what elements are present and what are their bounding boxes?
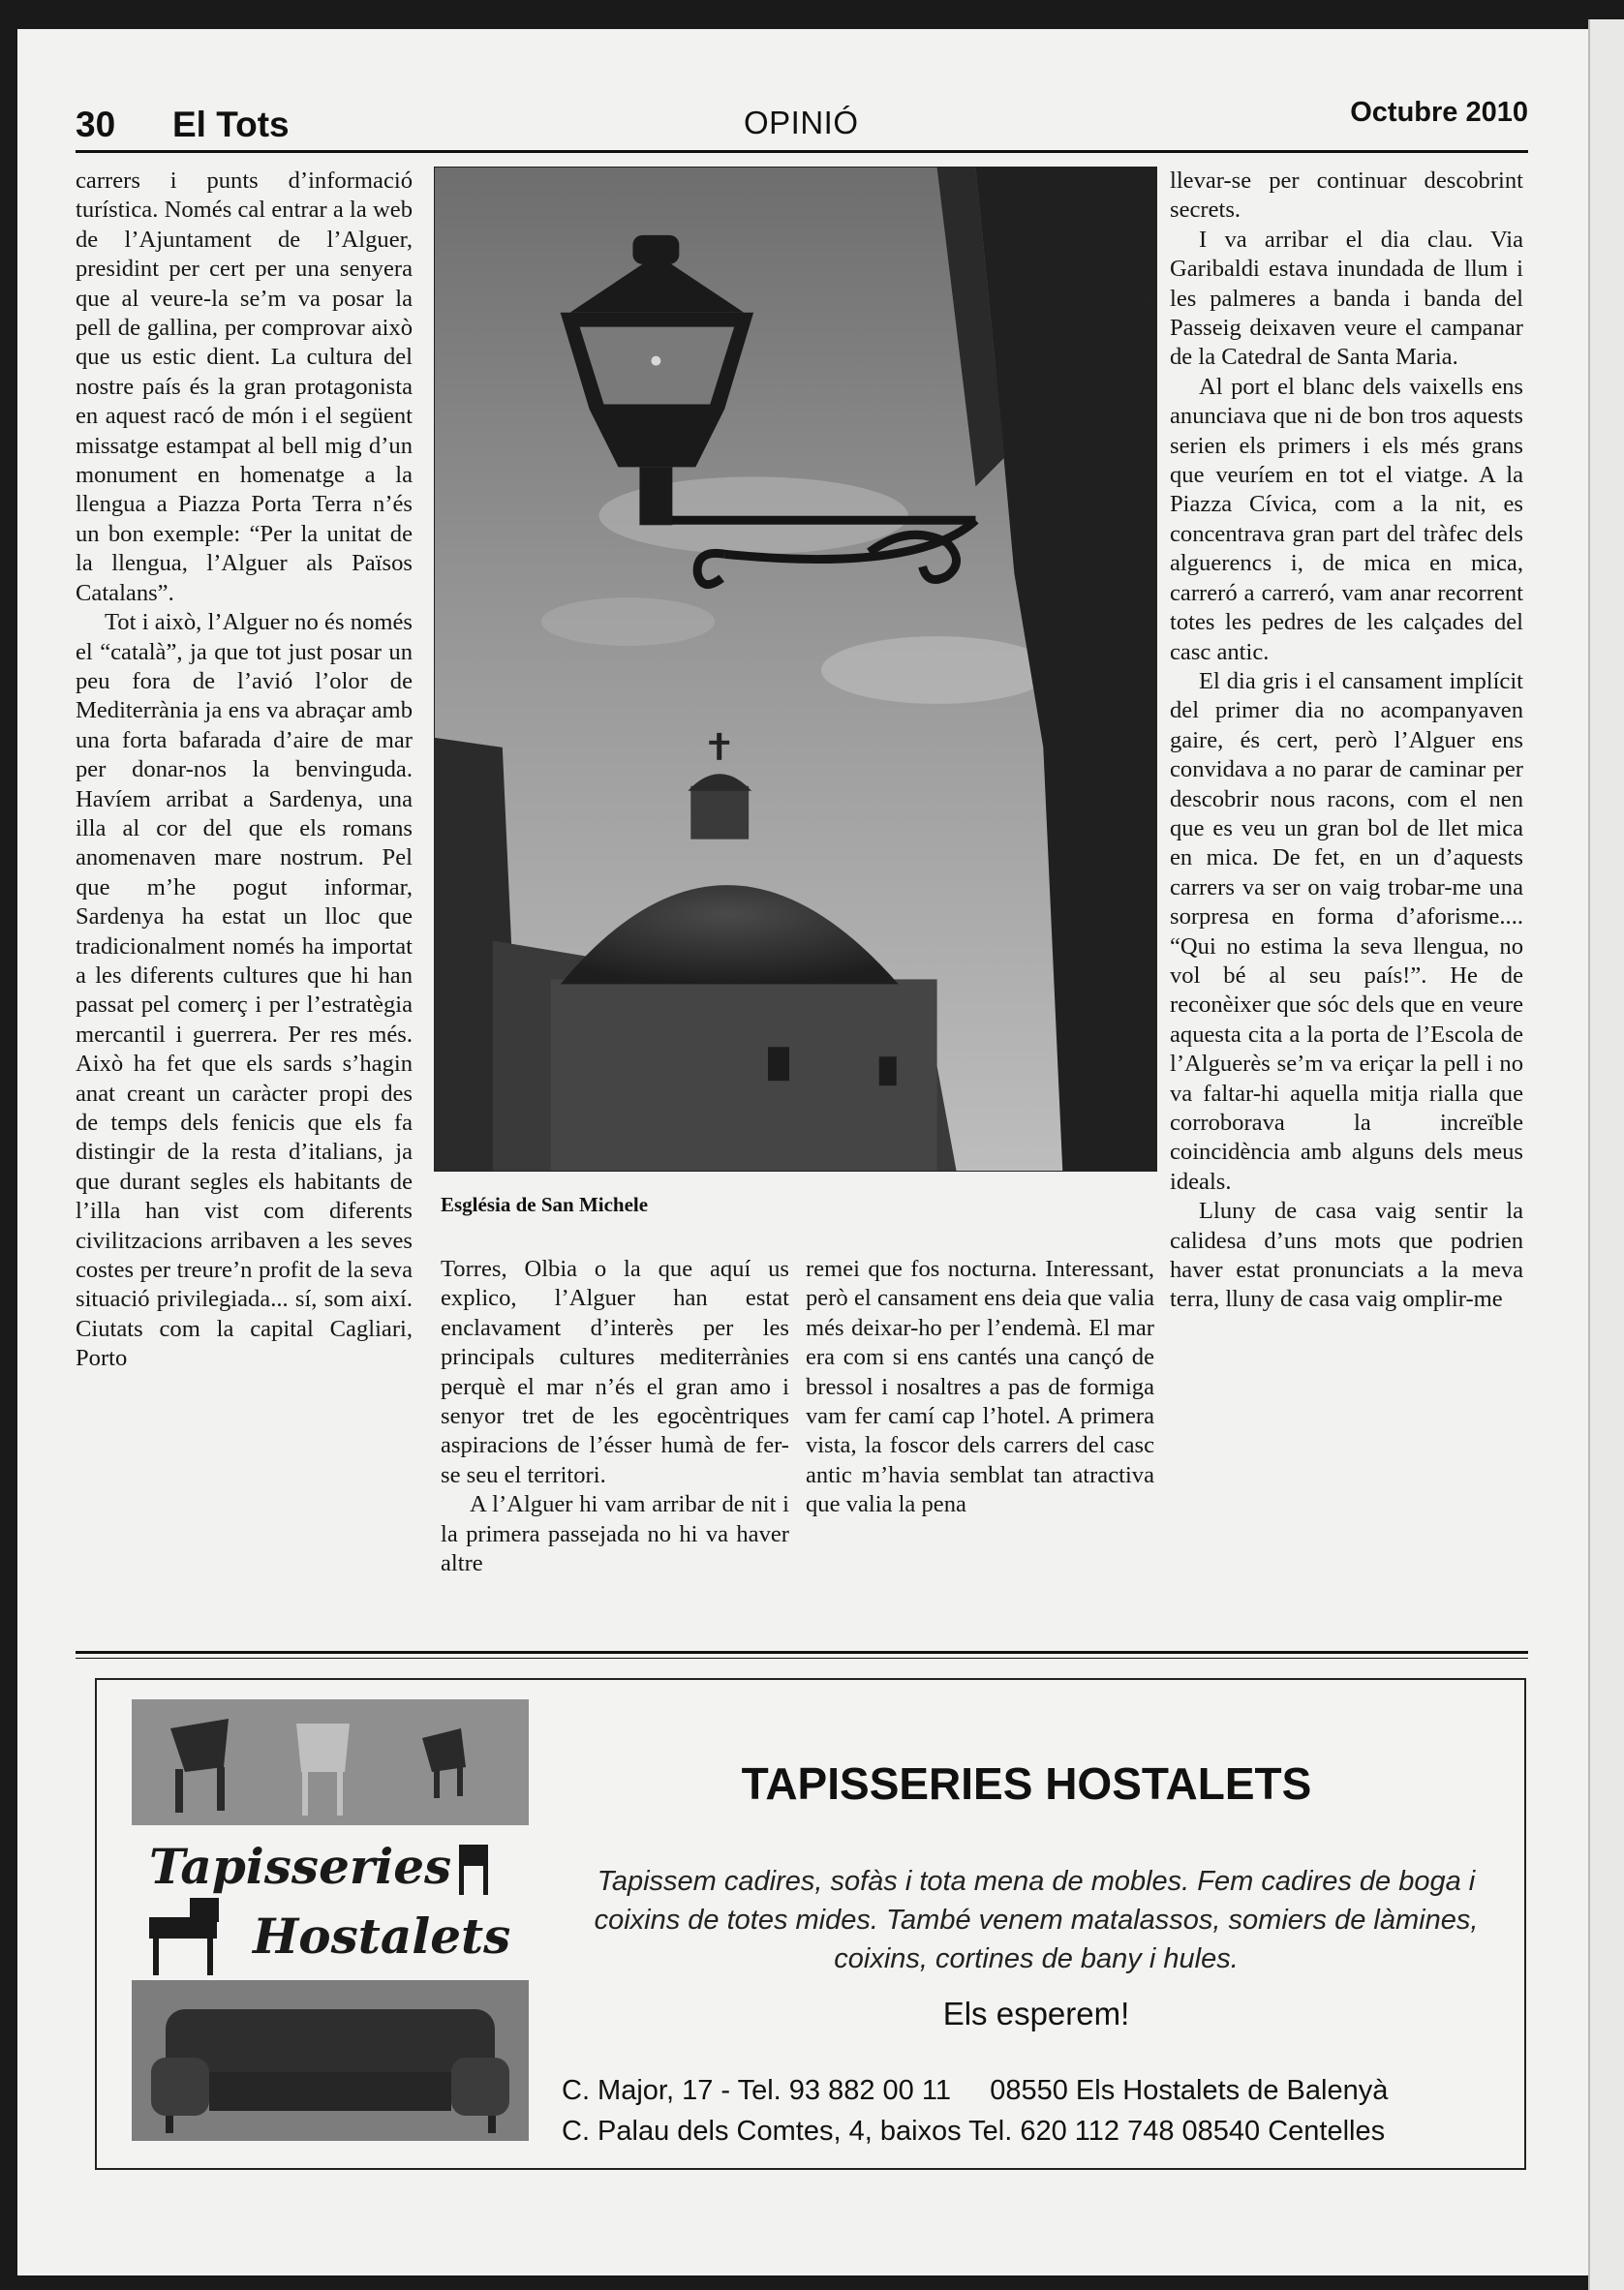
article-paragraph: Tot i això, l’Alguer no és només el “català”, ja que tot just posar un peu fora de l’avió l’olor de Mediterrània ja ens va abraçar amb una forta bafarada d’aire de mar per donar-nos la benvinguda. Havíem arribat a Sardenya, una illa al cor del que els romans anomenaven mare nostrum. Pel que m’he pogut informar, Sardenya ha estat un lloc que tradicionalment només ha importat a les diferents cultures que hi han passat pel comerç i per l’estratègia mercantil i guerrera. Per res més. Això ha fet que els sards s’hagin anat creant un caràcter propi des de temps dels fenicis que els fa distingir de la resta d’italians, ja que durant segles els habitants de l’illa han vist com diferents civilitzacions arribaven a les seves costes per treure’n profit de la seva situació privilegiada... sí, som així. Ciutats com la capital Cagliari, Porto — [76, 609, 413, 1372]
article-paragraph: Torres, Olbia o la que aquí us explico, l’Alguer han estat enclavament d’interès per les principals cultures mediterrànies perquè el mar n’és el gran amo i senyor tret de les egocèntriques aspiracions de l’ésser humà de fer-se seu el territori. — [441, 1256, 789, 1488]
ad-address-2: C. Palau dels Comtes, 4, baixos Tel. 620 112 748 08540 Centelles — [562, 2116, 1386, 2147]
ad-description: Tapissem cadires, sofàs i tota mena de mobles. Fem cadires de boga i coixins de totes mides. També venem matalassos, somiers de làmines, coixins, cortines de bany i hules. — [594, 1866, 1479, 1974]
ad-title: TAPISSERIES HOSTALETS — [741, 1758, 1312, 1809]
article-column-2 — [441, 1255, 789, 1578]
article-paragraph: remei que fos nocturna. Interessant, però el cansament ens deia que valia més deixar-ho per l’endemà. El mar era com si ens cantés una cançó de bressol i nosaltres a pas de formiga vam fer camí cap l’hotel. A primera vista, la foscor dels carrers del casc antic m’havia semblat tan atractiva que valia la pena — [806, 1256, 1154, 1518]
issue-date: Octubre 2010 — [1350, 97, 1528, 128]
advertisement-box — [95, 1678, 1526, 2170]
section-title: OPINIÓ — [744, 105, 859, 140]
article-paragraph: carrers i punts d’informació turística. Només cal entrar a la web de l’Ajuntament de l’Alguer, presidint per cert per una senyera que al veure-la se’m va posar la pell de gallina, per comprovar això que us estic dient. La cultura del nostre país és la gran protagonista en aquest racó de món i el següent missatge estampat al bell mig d’un monument en homenatge a la llengua a Piazza Porta Terra n’és un bon exemple: “Per la unitat de la llengua, l’Alguer als Països Catalans”. — [76, 168, 413, 606]
article-column-3 — [806, 1255, 1154, 1520]
article-paragraph: A l’Alguer hi vam arribar de nit i la primera passejada no hi va haver altre — [441, 1491, 789, 1577]
photo-caption: Església de San Michele — [441, 1193, 649, 1216]
article-paragraph: Lluny de casa vaig sentir la calidesa d’uns mots que podrien haver estat pronunciats a la meva terra, lluny de casa vaig omplir-me — [1170, 1198, 1523, 1313]
logo-text-line1: Tapisseries — [149, 1838, 452, 1895]
church-photo — [434, 167, 1157, 1172]
photo-credit: BERTA BALIU — [1143, 207, 1159, 305]
paper-name: El Tots — [172, 105, 290, 144]
article-paragraph: llevar-se per continuar descobrint secrets. — [1170, 168, 1523, 224]
church-lamp-illustration — [435, 168, 1156, 1171]
article-paragraph: I va arribar el dia clau. Via Garibaldi estava inundada de llum i les palmeres a banda i banda del Passeig deixaven veure el campanar de la Catedral de Santa Maria. — [1170, 226, 1523, 371]
article-paragraph: Al port el blanc dels vaixells ens anunciava que ni de bon tros aquests serien els primers i els més grans que veuríem en tot el viatge. A la Piazza Cívica, com a la nit, es concentrava gran part del tràfec dels alguerencs i, de mica en mica, carreró a carreró, vam anar recorrent totes les pedres de les calçades del casc antic. — [1170, 373, 1523, 665]
upholstery-logo — [132, 1699, 529, 2141]
page-header — [76, 77, 1528, 153]
ad-address-1: C. Major, 17 - Tel. 93 882 00 11 08550 Els Hostalets de Balenyà — [562, 2075, 1389, 2106]
logo-text-line2: Hostalets — [253, 1908, 511, 1965]
page-number: 30 — [76, 105, 116, 144]
ad-divider-thick — [76, 1651, 1528, 1654]
ad-divider-thin — [76, 1658, 1528, 1659]
article-column-4 — [1170, 167, 1523, 1315]
next-page-edge — [1588, 19, 1624, 2290]
ad-welcome: Els esperem! — [942, 1996, 1130, 2031]
article-column-1 — [76, 167, 413, 1374]
article-paragraph: El dia gris i el cansament implícit del primer dia no acompanyaven gaire, és cert, però l’Alguer ens convidava a no parar de caminar per descobrir nous racons, com el nen que es veu un gran bol de llet mica en mica. De fet, en un d’aquests carrers va ser on vaig trobar-me una sorpresa en forma d’aforisme.... “Qui no estima la seva llengua, no vol bé al seu país!”. He de reconèixer que sóc dels que en veure aquesta cita a la porta de l’Escola de l’Alguerès se’m va eriçar la pell i no va faltar-hi aquella mitja rialla que corroborava la increïble coincidència amb alguns dels meus ideals. — [1170, 667, 1523, 1195]
